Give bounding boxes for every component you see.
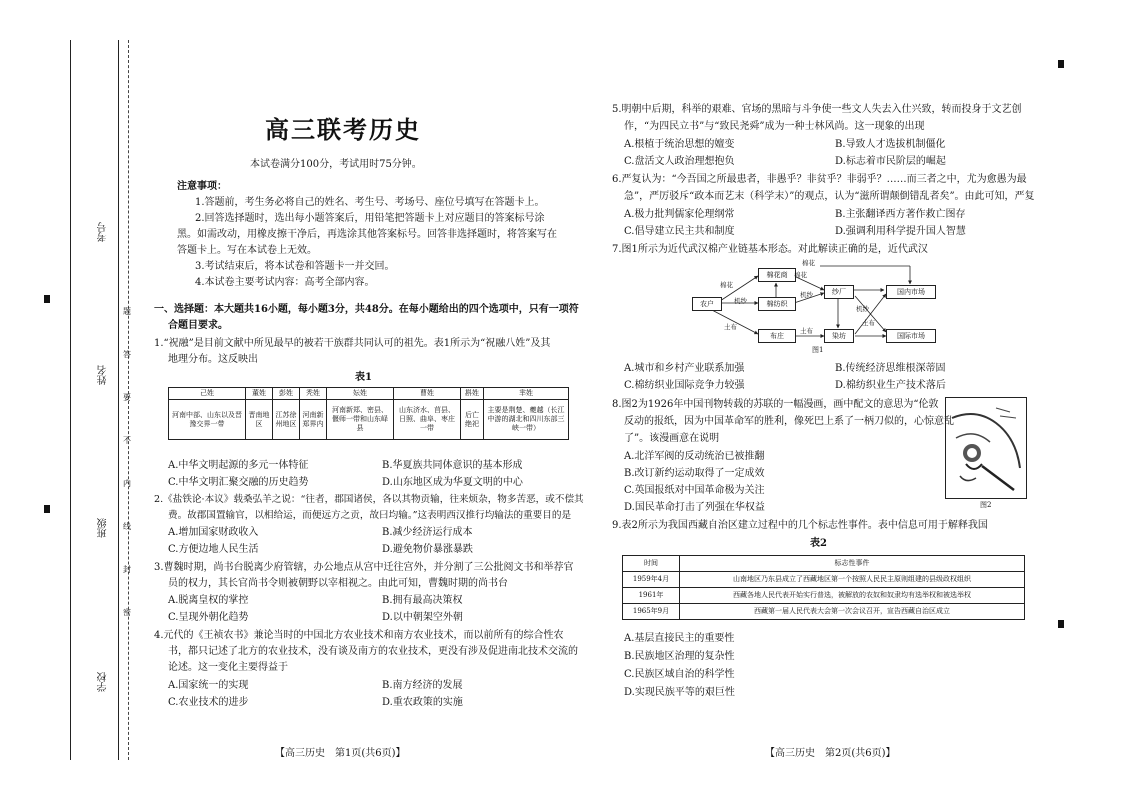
- q4-stem: 书，都只记述了北方的农业技术，没有谈及南方的农业技术，更没有涉及促进南北技术交流的: [168, 646, 578, 657]
- table-row: [169, 400, 569, 440]
- section-intro: 一、选择题：本大题共16小题，每小题3分，共48分。在每小题给出的四个选项中，只有一项符: [154, 304, 579, 315]
- q1-stem: 地理分布。这反映出: [168, 354, 258, 365]
- q3-option-d[interactable]: D.以中朝架空外朝: [382, 612, 463, 623]
- q7-option-a[interactable]: A.城市和乡村产业联系加强: [624, 363, 745, 374]
- q6-stem: 急”，严厉驳斥“政本而艺末（科学末）”的观点，认为“滋所谓颠倒错乱者矣”。由此可知，严复: [624, 191, 1035, 202]
- node-shachang: 纱厂: [824, 285, 854, 299]
- score-info: 本试卷满分100分，考试用时75分钟。: [250, 159, 422, 170]
- alignment-mark: [1058, 60, 1064, 68]
- table2: [622, 555, 1025, 620]
- arrow-label: 土布: [862, 319, 875, 327]
- table-cell: 西藏各地人民代表开始实行普选，被解放的农奴和奴隶均有选举权和被选举权: [680, 588, 1025, 604]
- name-label: 姓名: [98, 365, 109, 385]
- q4-option-c[interactable]: C.农业技术的进步: [168, 697, 249, 708]
- q4-option-a[interactable]: A.国家统一的实现: [168, 680, 249, 691]
- figure2-caption: 图2: [980, 501, 992, 509]
- q6-option-c[interactable]: C.倡导建立民主共和制度: [624, 226, 735, 237]
- arrow-label: 棉花: [794, 271, 807, 279]
- q1-stem: 1.“祝融”是目前文献中所见最早的被若干族群共同认可的祖先。表1所示为“祝融八姓”及其: [154, 338, 551, 349]
- arrow-label: 棉花: [802, 259, 815, 267]
- arrow-label: 机纱: [856, 305, 869, 313]
- q9-stem: 9.表2所示为我国西藏自治区建立过程中的几个标志性事件。表中信息可用于解释我国: [612, 520, 988, 531]
- table-cell: 1961年: [623, 588, 680, 604]
- table-header-cell: 妘姓: [327, 388, 394, 400]
- figure1-caption: 图1: [812, 346, 824, 354]
- arrow-label: 机纱: [800, 291, 813, 299]
- table-header-cell: 彭姓: [273, 388, 300, 400]
- cartoon-illustration: [946, 398, 1026, 498]
- q2-stem: 费。故郡国置输官，以相给运，而便远方之贡，故曰均输。”这表明西汉推行均输法的重要目的是: [168, 510, 572, 521]
- alignment-mark: [44, 295, 50, 303]
- q4-option-d[interactable]: D.重农政策的实施: [382, 697, 463, 708]
- table-cell: 山东济水、莒县、日照、曲阜、枣庄一带: [394, 400, 461, 440]
- notes-title: 注意事项：: [177, 181, 227, 192]
- q4-stem: 论述。这一变化主要得益于: [168, 662, 288, 673]
- q2-option-d[interactable]: D.避免物价暴涨暴跌: [382, 544, 473, 555]
- q4-option-b[interactable]: B.南方经济的发展: [382, 680, 463, 691]
- arrow-label: 土布: [800, 327, 813, 335]
- school-label: 学校: [98, 672, 109, 692]
- exam-number-label: 考号: [98, 222, 109, 242]
- q9-option-d[interactable]: D.实现民族平等的艰巨性: [624, 687, 735, 698]
- table-cell: 河南中部、山东以及晋豫交界一带: [169, 400, 246, 440]
- table-header-row: [169, 388, 569, 400]
- table-row: [623, 604, 1025, 620]
- table-row: [623, 572, 1025, 588]
- q3-stem: 3.曹魏时期，尚书台脱离少府管辖，办公地点从宫中迁往宫外，并分割了三公批阅文书和举荐官: [154, 562, 574, 573]
- q9-option-b[interactable]: B.民族地区治理的复杂性: [624, 651, 735, 662]
- q5-option-b[interactable]: B.导致人才选拔机制僵化: [835, 139, 946, 150]
- q1-option-b[interactable]: B.华夏族共同体意识的基本形成: [382, 460, 523, 471]
- class-label: 班级: [98, 518, 109, 538]
- q9-option-c[interactable]: C.民族区域自治的科学性: [624, 669, 735, 680]
- q7-stem: 7.图1所示为近代武汉棉产业链基本形态。对此解读正确的是，近代武汉: [612, 244, 928, 255]
- q5-option-d[interactable]: D.标志着市民阶层的崛起: [835, 156, 946, 167]
- table-header-cell: 秃姓: [300, 388, 327, 400]
- table-cell: 江苏徐州地区: [273, 400, 300, 440]
- q7-option-d[interactable]: D.棉纺织业生产技术落后: [835, 380, 946, 391]
- q6-option-a[interactable]: A.极力批判儒家伦理纲常: [624, 209, 735, 220]
- table2-title: 表2: [810, 538, 827, 549]
- q5-option-c[interactable]: C.盘活文人政治理想抱负: [624, 156, 735, 167]
- binding-strip: [0, 0, 140, 794]
- q1-option-d[interactable]: D.山东地区成为华夏文明的中心: [382, 477, 523, 488]
- table1: [168, 387, 569, 440]
- q2-stem: 2.《盐铁论·本议》载桑弘羊之说：“往者，郡国诸侯，各以其物贡输，往来烦杂，物多苦恶，或不偿其: [154, 494, 584, 505]
- table-cell: 1959年4月: [623, 572, 680, 588]
- q4-stem: 4.元代的《王祯农书》兼论当时的中国北方农业技术和南方农业技术，而以前所有的综合性农: [154, 630, 564, 641]
- note-line: 1.答题前，考生务必将自己的姓名、考生号、考场号、座位号填写在答题卡上。: [195, 197, 545, 208]
- q8-stem: 反动的报纸，因为中国革命军的胜利，像死巴上系了一柄刀似的，心惊意乱: [624, 416, 954, 427]
- q3-option-b[interactable]: B.拥有最高决策权: [382, 595, 463, 606]
- table-cell: 主要是荆楚、夔越（长江中游的湖北和四川东部三峡一带）: [484, 400, 569, 440]
- q5-option-a[interactable]: A.根植于统治思想的嬗变: [624, 139, 735, 150]
- figure1-diagram: [690, 258, 940, 354]
- q3-stem: 员的权力，其长官尚书令则被朝野以宰相视之。由此可知，曹魏时期的尚书台: [168, 578, 508, 589]
- table1-title: 表1: [355, 372, 372, 383]
- q1-option-a[interactable]: A.中华文明起源的多元一体特征: [168, 460, 309, 471]
- q5-stem: 5.明朝中后期，科举的艰难、官场的黑暗与斗争使一些文人失去入仕兴致，转而投身于文艺创: [612, 104, 1022, 115]
- q6-option-d[interactable]: D.强调利用科学提升国人智慧: [835, 226, 966, 237]
- q6-option-b[interactable]: B.主张翻译西方著作救亡图存: [835, 209, 966, 220]
- section-intro: 合题目要求。: [168, 320, 228, 331]
- q8-stem: 8.图2为1926年中国刊物转载的苏联的一幅漫画，画中配文的意思为“伦敦: [612, 399, 939, 410]
- note-line: 3.考试结束后，将本试卷和答题卡一并交回。: [195, 261, 395, 272]
- page-title: 高三联考历史: [265, 115, 421, 144]
- node-nonghu: 农户: [692, 297, 722, 311]
- q6-stem: 6.严复认为：“今吾国之所最患者，非愚乎？非贫乎？非弱乎？……而三者之中，尤为愈愚为最: [612, 174, 1027, 185]
- note-line: 答题卡上。写在本试卷上无效。: [177, 245, 317, 256]
- node-guojishichang: 国际市场: [886, 329, 936, 343]
- q2-option-a[interactable]: A.增加国家财政收入: [168, 527, 259, 538]
- strip-line: [70, 40, 71, 760]
- table-row: [623, 588, 1025, 604]
- q5-stem: 作，“为四民立书”与“致民尧舜”成为一种士林风尚。这一现象的出现: [624, 121, 925, 132]
- table-header-cell: 时间: [623, 556, 680, 572]
- table-cell: 西藏第一届人民代表大会第一次会议召开，宣告西藏自治区成立: [680, 604, 1025, 620]
- node-ranfang: 染坊: [824, 329, 854, 343]
- q8-option-d[interactable]: D.国民革命打击了列强在华权益: [624, 502, 765, 513]
- q8-stem: 了”。该漫画意在说明: [624, 433, 720, 444]
- node-buzhuang: 布庄: [758, 329, 796, 343]
- q2-option-b[interactable]: B.减少经济运行成本: [382, 527, 473, 538]
- table-cell: 山南地区乃东县成立了西藏地区第一个按照人民民主原则组建的县级政权组织: [680, 572, 1025, 588]
- table-header-cell: 斟姓: [461, 388, 484, 400]
- page-footer-right: 【高三历史 第2页(共6页)】: [765, 748, 896, 759]
- q7-option-c[interactable]: C.棉纺织业国际竞争力较强: [624, 380, 745, 391]
- node-mianfang: 棉纺织: [758, 297, 796, 311]
- node-mianhuashang: 棉花商: [758, 268, 796, 282]
- q1-option-c[interactable]: C.中华文明汇聚交融的历史趋势: [168, 477, 309, 488]
- note-line: 4.本试卷主要考试内容：高考全部内容。: [195, 277, 375, 288]
- table-cell: 晋南地区: [246, 400, 273, 440]
- seal-text: 题 答 要 不 内 线 封 密: [123, 307, 131, 617]
- q2-option-c[interactable]: C.方便边地人民生活: [168, 544, 259, 555]
- q8-option-b[interactable]: B.改订新约运动取得了一定成效: [624, 468, 765, 479]
- table-cell: 后亡绝祀: [461, 400, 484, 440]
- alignment-mark: [44, 505, 50, 513]
- q8-option-a[interactable]: A.北洋军阀的反动统治已被推翻: [624, 451, 765, 462]
- arrow-label: 机纱: [734, 297, 747, 305]
- node-guoneishichang: 国内市场: [886, 285, 936, 299]
- alignment-mark: [1058, 620, 1064, 628]
- table-header-cell: 董姓: [246, 388, 273, 400]
- table-cell: 河南新郑界内: [300, 400, 327, 440]
- figure2-cartoon: [945, 397, 1027, 499]
- table-header-cell: 己姓: [169, 388, 246, 400]
- note-line: 黑。如需改动，用橡皮擦干净后，再选涂其他答案标号。回答非选择题时，将答案写在: [177, 229, 557, 240]
- q3-option-c[interactable]: C.呈现外朝化趋势: [168, 612, 249, 623]
- table-header-cell: 曹姓: [394, 388, 461, 400]
- q9-option-a[interactable]: A.基层直接民主的重要性: [624, 633, 735, 644]
- q3-option-a[interactable]: A.脱离皇权的掌控: [168, 595, 249, 606]
- strip-line: [118, 40, 119, 760]
- q7-option-b[interactable]: B.传统经济思维根深蒂固: [835, 363, 946, 374]
- table-cell: 1965年9月: [623, 604, 680, 620]
- note-line: 2.回答选择题时，选出每小题答案后，用铅笔把答题卡上对应题目的答案标号涂: [195, 213, 545, 224]
- table-cell: 河南新郑、密县、偃师一带和山东峄县: [327, 400, 394, 440]
- table-header-cell: 标志性事件: [680, 556, 1025, 572]
- q8-option-c[interactable]: C.英国报纸对中国革命极为关注: [624, 485, 765, 496]
- table-header-cell: 芈姓: [484, 388, 569, 400]
- arrow-label: 棉花: [720, 281, 733, 289]
- table-header-row: [623, 556, 1025, 572]
- arrow-label: 土布: [724, 323, 737, 331]
- page-footer-left: 【高三历史 第1页(共6页)】: [275, 748, 406, 759]
